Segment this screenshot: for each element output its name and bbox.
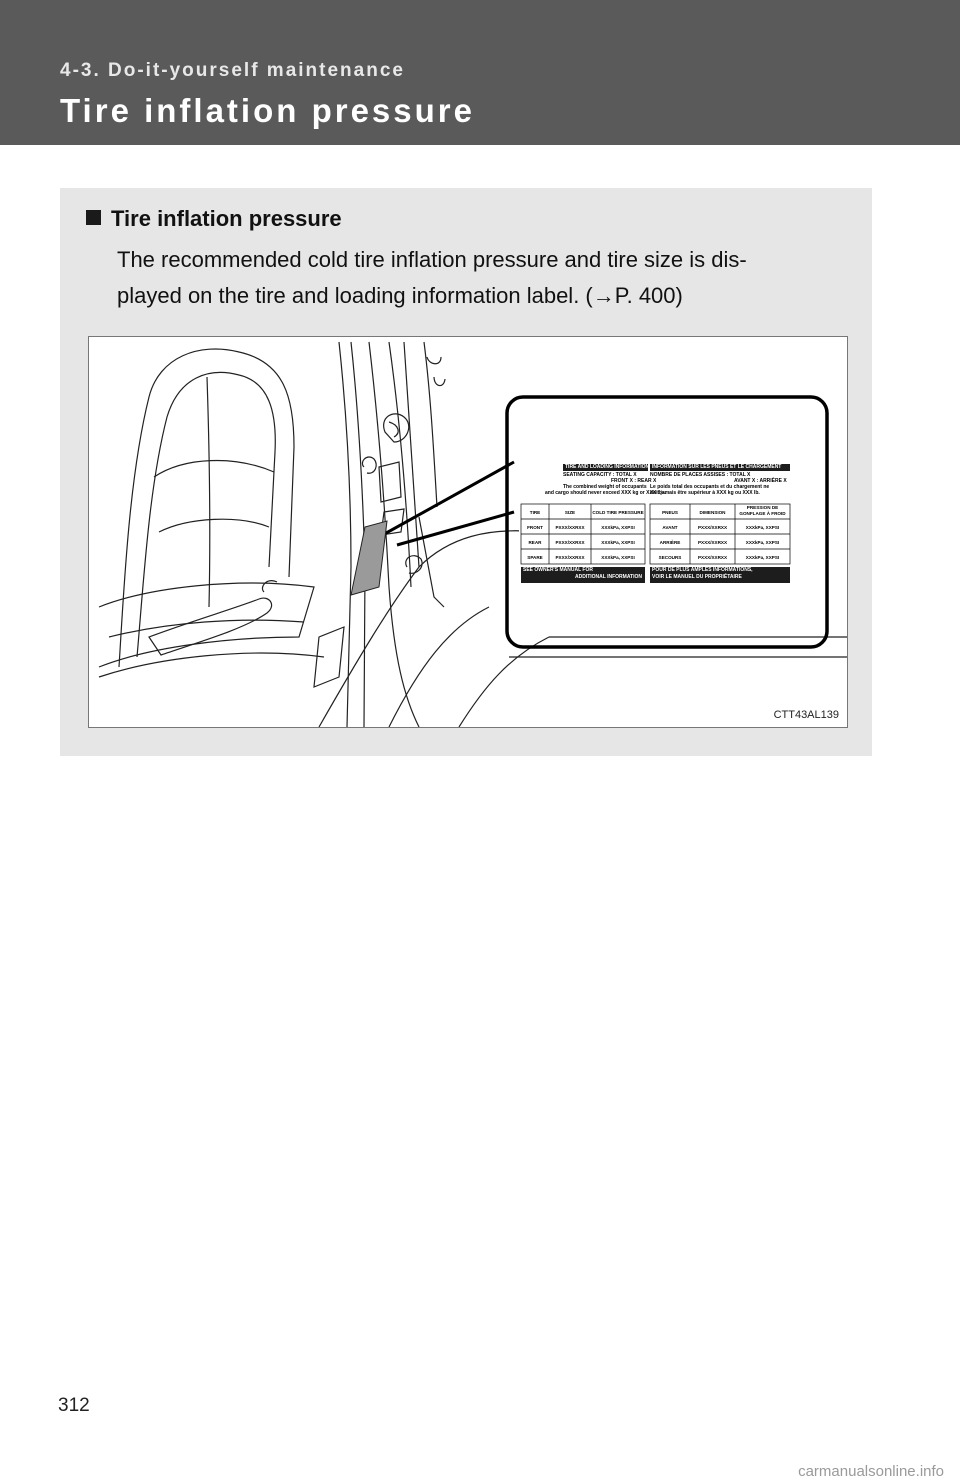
chapter-header xyxy=(0,0,960,145)
label-en-row-front-pressure: XXXkPa, XXPSI xyxy=(601,525,635,530)
label-fr-front-rear: AVANT X : ARRIÈRE X xyxy=(734,478,787,484)
watermark: carmanualsonline.info xyxy=(798,1463,944,1480)
label-en-header-tire: TIRE xyxy=(529,510,541,515)
label-en-row-rear-tire: REAR xyxy=(528,540,542,545)
body-text xyxy=(117,242,862,314)
label-en-text2: and cargo should never exceed XXX kg or XXX lbs. xyxy=(545,490,667,496)
label-fr-text1: Le poids total des occupants et du chargement ne xyxy=(650,484,770,490)
tire-loading-label xyxy=(519,462,794,592)
label-fr-row-secours-size: PXXX/XXRXX xyxy=(697,555,728,560)
label-en-row-spare-tire: SPARE xyxy=(527,555,543,560)
subheading-text: Tire inflation pressure xyxy=(111,206,342,231)
label-fr-header-tire: PNEUS xyxy=(662,510,678,515)
figure-code: CTT43AL139 xyxy=(773,709,839,721)
label-fr-header-pressure: PRESSION DE GONFLAGE À FROID xyxy=(739,505,786,516)
label-en-row-rear-size: PXXX/XXRXX xyxy=(555,540,585,545)
label-en-front-rear: FRONT X : REAR X xyxy=(611,478,657,484)
label-fr-footer-line1: POUR DE PLUS AMPLES INFORMATIONS, xyxy=(652,567,753,573)
label-fr-row-avant-tire: AVANT xyxy=(662,525,678,530)
label-en-header-size: SIZE xyxy=(564,510,576,515)
label-en-row-front-tire: FRONT xyxy=(527,525,543,530)
label-fr-row-arriere-size: PXXX/XXRXX xyxy=(697,540,728,545)
subheading xyxy=(86,206,342,232)
label-fr-row-secours-pressure: XXXkPa, XXPSI xyxy=(745,555,780,560)
label-fr-text2: doit jamais être supérieur à XXX kg ou XXX lb. xyxy=(650,490,760,496)
bullet-square-icon xyxy=(86,210,101,225)
label-en-footer xyxy=(521,567,645,583)
door-label-illustration xyxy=(88,336,848,728)
section-label: 4-3. Do-it-yourself maintenance xyxy=(60,60,405,81)
label-fr-footer-line2: VOIR LE MANUEL DU PROPRIÉTAIRE xyxy=(652,574,742,580)
page-number: 312 xyxy=(58,1395,90,1416)
label-en-row-spare-size: PXXX/XXRXX xyxy=(555,555,585,560)
label-en-title: TIRE AND LOADING INFORMATION xyxy=(565,464,650,470)
info-panel xyxy=(60,188,872,756)
label-fr-header-size: DIMENSION xyxy=(699,510,726,515)
label-fr-row-arriere-pressure: XXXkPa, XXPSI xyxy=(745,540,780,545)
page-title: Tire inflation pressure xyxy=(60,92,475,129)
label-en-row-spare-pressure: XXXkPa, XXPSI xyxy=(601,555,635,560)
label-en-header-pressure: COLD TIRE PRESSURE xyxy=(592,510,644,515)
label-en-row-front-size: PXXX/XXRXX xyxy=(555,525,585,530)
label-fr-seating: NOMBRE DE PLACES ASSISES : TOTAL X xyxy=(650,472,751,478)
label-en-seating: SEATING CAPACITY : TOTAL X xyxy=(563,472,637,478)
label-fr-title: INFORMATION SUR LES PNEUS ET LE CHARGEMENT xyxy=(650,464,790,471)
label-fr-row-avant-size: PXXX/XXRXX xyxy=(697,525,728,530)
label-en-footer-line2: ADDITIONAL INFORMATION xyxy=(574,574,642,580)
label-en-footer-line1: SEE OWNER'S MANUAL FOR xyxy=(523,567,593,573)
label-fr-footer xyxy=(650,567,790,583)
label-fr-row-avant-pressure: XXXkPa, XXPSI xyxy=(745,525,780,530)
body-line-1: The recommended cold tire inflation pressure and tire size is dis- xyxy=(117,247,747,272)
label-en-text1: The combined weight of occupants xyxy=(563,484,647,490)
label-fr-row-arriere-tire: ARRIÈRE xyxy=(659,540,681,545)
body-line-2: played on the tire and loading information label. (→P. 400) xyxy=(117,283,683,308)
label-fr-row-secours-tire: SECOURS xyxy=(658,555,682,560)
label-en-row-rear-pressure: XXXkPa, XXPSI xyxy=(601,540,635,545)
